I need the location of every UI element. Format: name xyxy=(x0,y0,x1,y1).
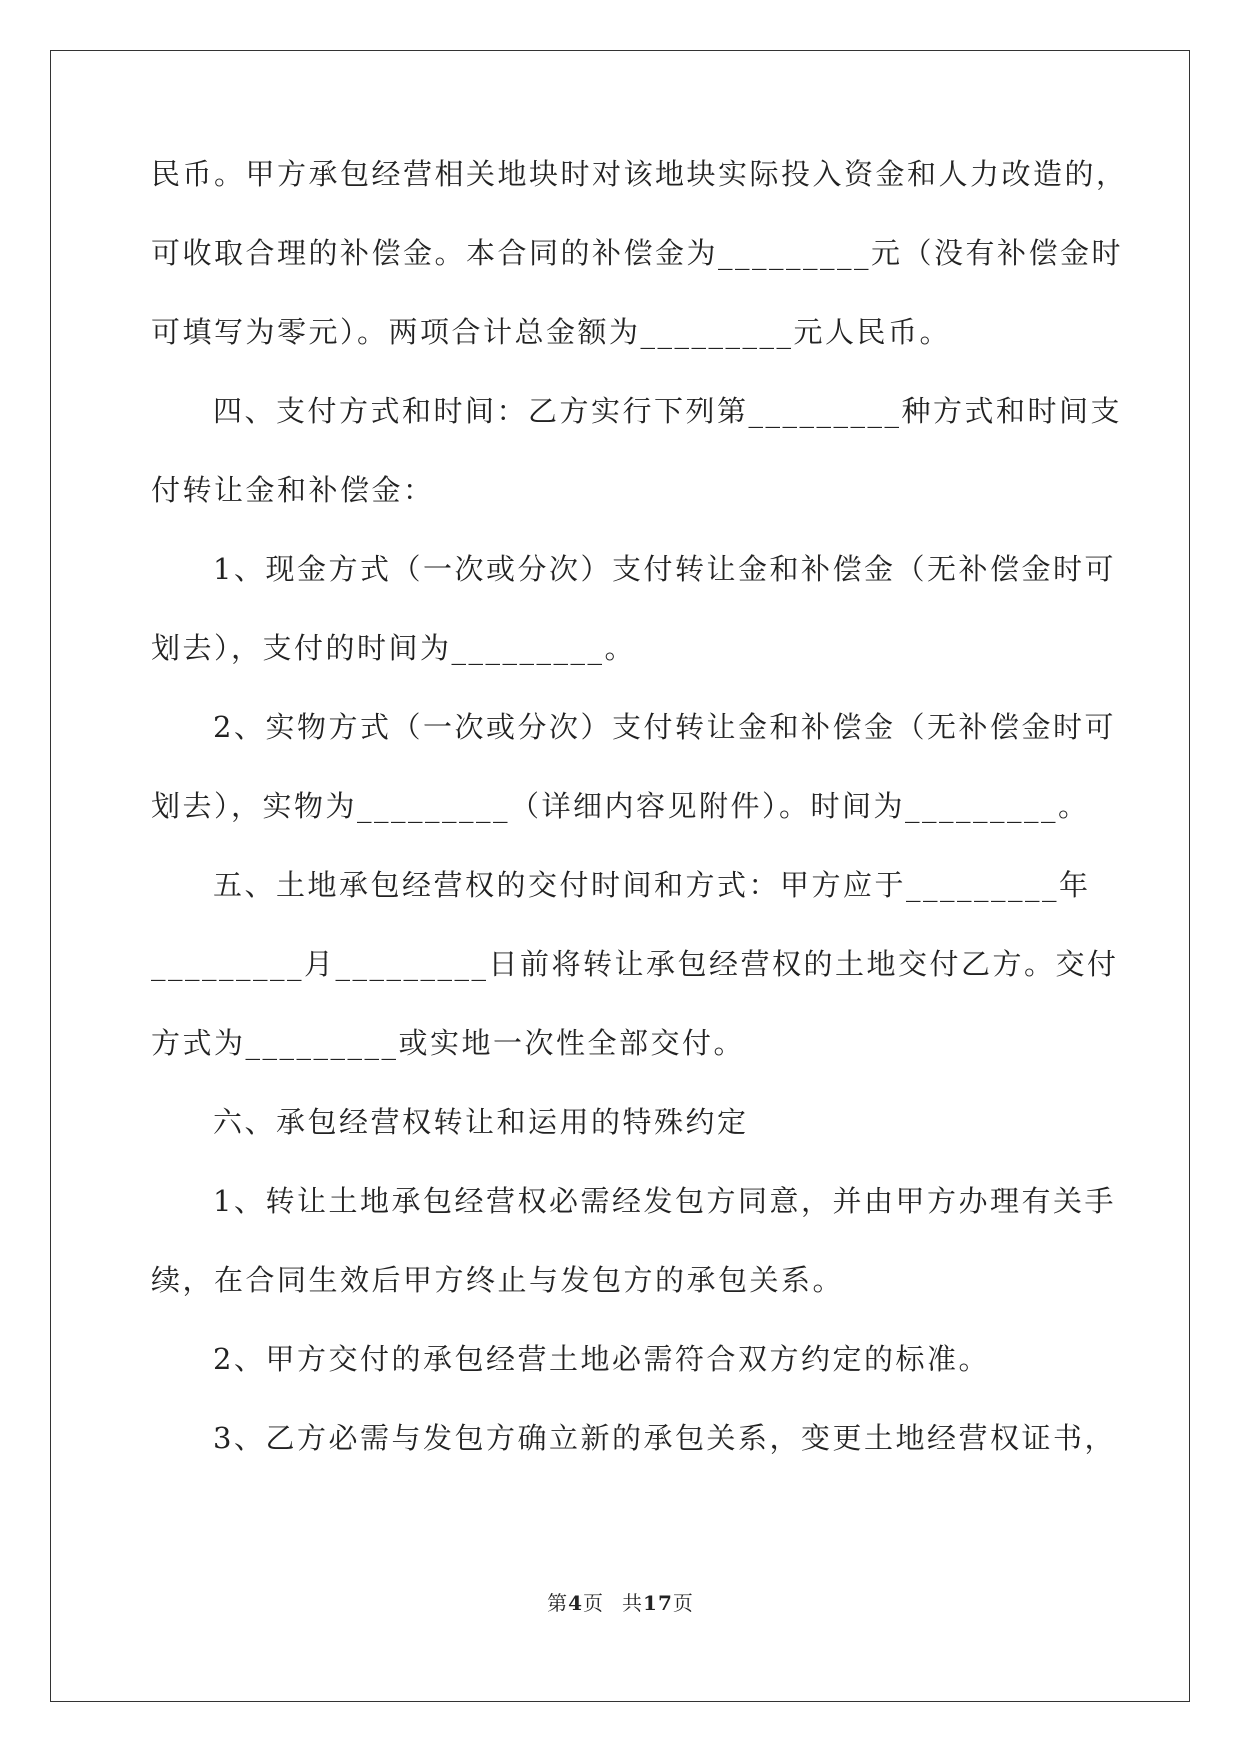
text-line: 2、实物方式（一次或分次）支付转让金和补偿金（无补偿金时可 xyxy=(213,710,1116,744)
text-line: 付转让金和补偿金： xyxy=(151,473,435,507)
text-line: 1、转让土地承包经营权必需经发包方同意，并由甲方办理有关手 xyxy=(213,1184,1116,1218)
page-total: 17 xyxy=(643,1591,673,1615)
text-line: 四、支付方式和时间：乙方实行下列第_________种方式和时间支 xyxy=(213,394,1123,428)
text-line: 续，在合同生效后甲方终止与发包方的承包关系。 xyxy=(151,1263,845,1297)
text-line: 3、乙方必需与发包方确立新的承包关系，变更土地经营权证书， xyxy=(213,1421,1116,1455)
text-line: 可收取合理的补偿金。本合同的补偿金为_________元（没有补偿金时 xyxy=(151,236,1124,270)
text-line: 五、土地承包经营权的交付时间和方式：甲方应于_________年 xyxy=(213,868,1091,902)
page-footer xyxy=(0,1589,1241,1617)
text-line: 方式为_________或实地一次性全部交付。 xyxy=(151,1026,746,1060)
text-line: 六、承包经营权转让和运用的特殊约定 xyxy=(213,1105,749,1139)
total-prefix: 共 xyxy=(622,1591,644,1615)
text-line: 民币。甲方承包经营相关地块时对该地块实际投入资金和人力改造的， xyxy=(151,157,1128,191)
text-line: 划去），实物为_________（详细内容见附件）。时间为_________。 xyxy=(151,789,1090,823)
page-current: 4 xyxy=(568,1591,584,1615)
page-prefix: 第 xyxy=(547,1591,569,1615)
page-label: 页 xyxy=(583,1591,605,1615)
text-line: 划去），支付的时间为_________。 xyxy=(151,631,637,665)
text-line: 可填写为零元）。两项合计总金额为_________元人民币。 xyxy=(151,315,952,349)
total-label: 页 xyxy=(672,1591,694,1615)
text-line: 2、甲方交付的承包经营土地必需符合双方约定的标准。 xyxy=(213,1342,990,1376)
text-line: 1、现金方式（一次或分次）支付转让金和补偿金（无补偿金时可 xyxy=(213,552,1116,586)
text-line: _________月_________日前将转让承包经营权的土地交付乙方。交付 xyxy=(151,947,1119,981)
